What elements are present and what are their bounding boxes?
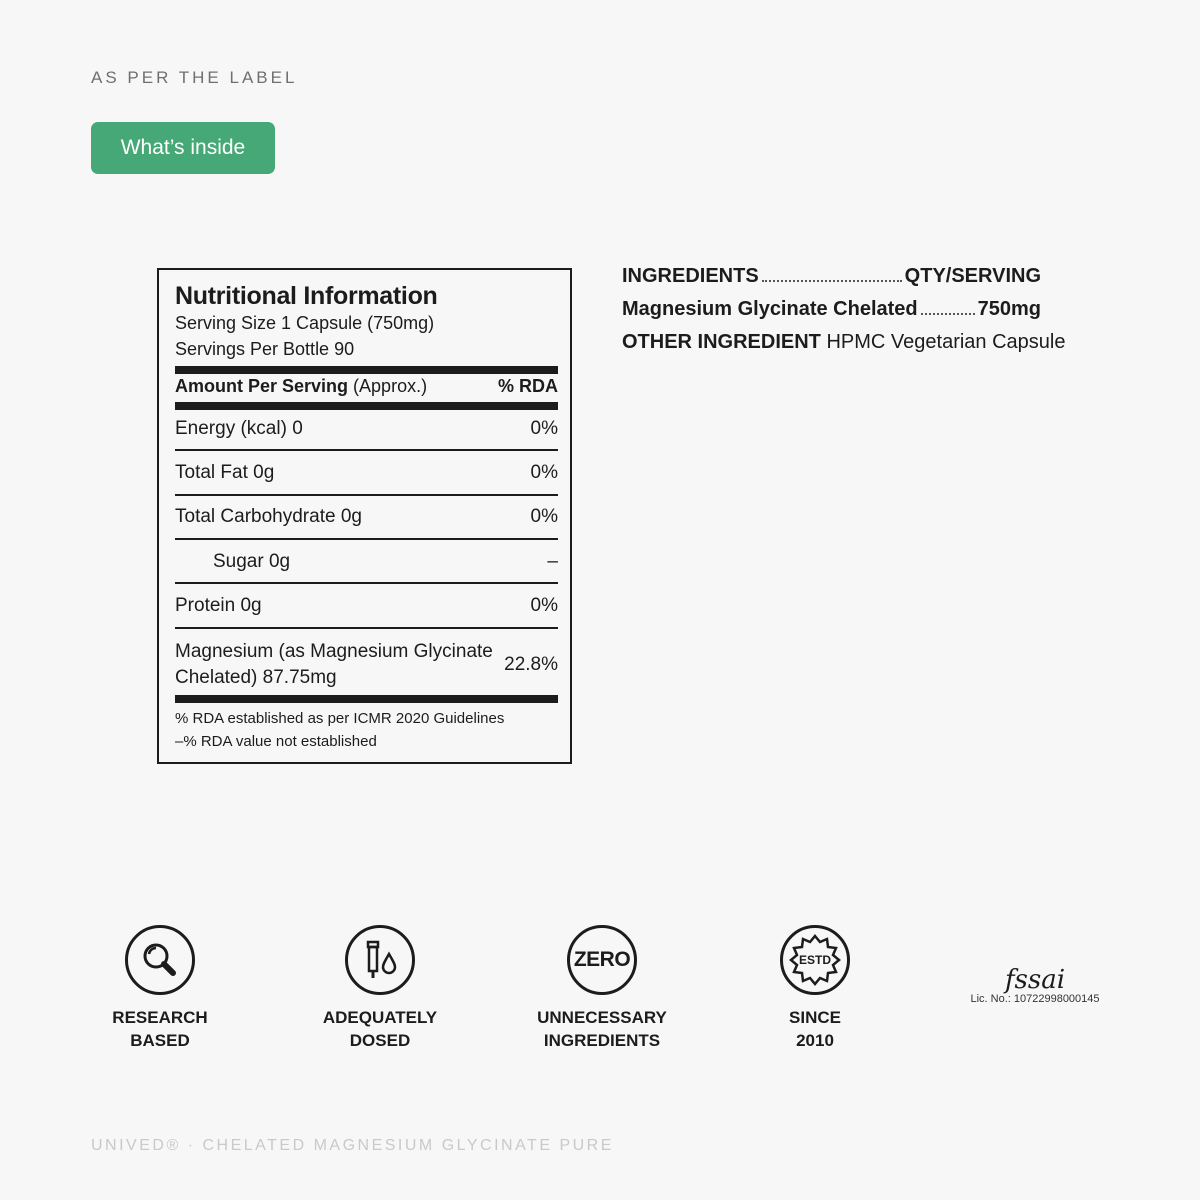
- divider-thick: [175, 366, 558, 374]
- estd-seal-icon: [780, 925, 850, 995]
- rda-header: % RDA: [497, 376, 558, 396]
- other-ingredient: [622, 331, 1065, 354]
- nutrient-value: –: [547, 551, 558, 572]
- amount-label: Amount Per Serving: [175, 376, 349, 396]
- nutrient-row: [175, 595, 558, 617]
- qty-serving-label: QTY/SERVING: [904, 265, 1041, 287]
- nutrient-label-line2: Chelated) 87.75mg: [175, 667, 337, 688]
- serving-size: Serving Size 1 Capsule (750mg): [175, 313, 435, 333]
- nutrient-label-line1: Magnesium (as Magnesium Glycinate: [175, 641, 493, 662]
- nutrient-row: [175, 551, 558, 573]
- fssai-logo: fssai: [1004, 965, 1066, 995]
- zero-icon: [567, 925, 637, 995]
- badge-label-line2: INGREDIENTS: [543, 1031, 661, 1050]
- dotted-leader: [762, 280, 902, 282]
- amount-note: (Approx.): [353, 376, 428, 396]
- badge-label-line1: RESEARCH: [112, 1008, 208, 1027]
- nutrient-label: Sugar 0g: [213, 551, 291, 572]
- badge-zero-ingredients: [522, 925, 682, 1052]
- footer-brand: UNIVED® · CHELATED MAGNESIUM GLYCINATE PURE: [91, 1137, 614, 1154]
- badge-research-based: [80, 925, 240, 1052]
- whats-inside-button[interactable]: What’s inside: [91, 122, 275, 174]
- fssai-license: Lic. No.: 10722998000145: [970, 993, 1100, 1005]
- nutrient-label: Total Carbohydrate 0g: [175, 506, 362, 527]
- badge-label-line1: SINCE: [789, 1008, 841, 1027]
- other-ingredient-label: OTHER INGREDIENT: [622, 331, 821, 353]
- ingredient-item: [622, 298, 1041, 322]
- amount-header: [175, 376, 558, 397]
- nutrient-value: 22.8%: [504, 654, 558, 675]
- zero-icon-text: ZERO: [573, 948, 631, 971]
- ingredients-header: [622, 265, 1041, 289]
- nutrient-row: [175, 639, 558, 691]
- nutrient-label: Energy (kcal) 0: [175, 418, 303, 439]
- nutrient-value: 0%: [530, 506, 558, 527]
- divider-thick: [175, 695, 558, 703]
- badge-label-line2: 2010: [796, 1031, 834, 1050]
- ingredient-name: Magnesium Glycinate Chelated: [622, 298, 918, 320]
- divider-thick: [175, 402, 558, 410]
- nutrient-value: 0%: [530, 462, 558, 483]
- badge-label-line1: UNNECESSARY: [537, 1008, 667, 1027]
- footnote-rda: % RDA established as per ICMR 2020 Guidelines: [175, 710, 505, 727]
- nutrient-label: Total Fat 0g: [175, 462, 275, 483]
- divider: [175, 582, 558, 584]
- magnifier-icon: [125, 925, 195, 995]
- estd-text: ESTD: [798, 953, 831, 967]
- fssai-mark: [955, 965, 1115, 1005]
- divider: [175, 627, 558, 629]
- badge-label-line1: ADEQUATELY: [322, 1008, 438, 1027]
- badge-label-line2: BASED: [130, 1031, 190, 1050]
- divider: [175, 494, 558, 496]
- badge-label-line2: DOSED: [349, 1031, 411, 1050]
- ingredient-qty: 750mg: [977, 298, 1041, 320]
- nutrition-panel: [157, 268, 572, 764]
- nutrient-value: 0%: [530, 595, 558, 616]
- divider: [175, 449, 558, 451]
- nutrient-row: [175, 506, 558, 528]
- divider: [175, 538, 558, 540]
- section-eyebrow: AS PER THE LABEL: [91, 68, 298, 87]
- footnote-not-established: –% RDA value not established: [175, 733, 377, 750]
- dropper-icon: [345, 925, 415, 995]
- panel-title: Nutritional Information: [175, 282, 438, 310]
- nutrient-row: [175, 418, 558, 440]
- other-ingredient-value: HPMC Vegetarian Capsule: [826, 331, 1066, 353]
- ingredients-label: INGREDIENTS: [622, 265, 759, 287]
- servings-per-bottle: Servings Per Bottle 90: [175, 339, 355, 359]
- nutrient-label: Protein 0g: [175, 595, 262, 616]
- nutrient-row: [175, 462, 558, 484]
- dotted-leader: [921, 313, 975, 315]
- badge-adequately-dosed: [300, 925, 460, 1052]
- badge-since-2010: [735, 925, 895, 1052]
- nutrient-value: 0%: [530, 418, 558, 439]
